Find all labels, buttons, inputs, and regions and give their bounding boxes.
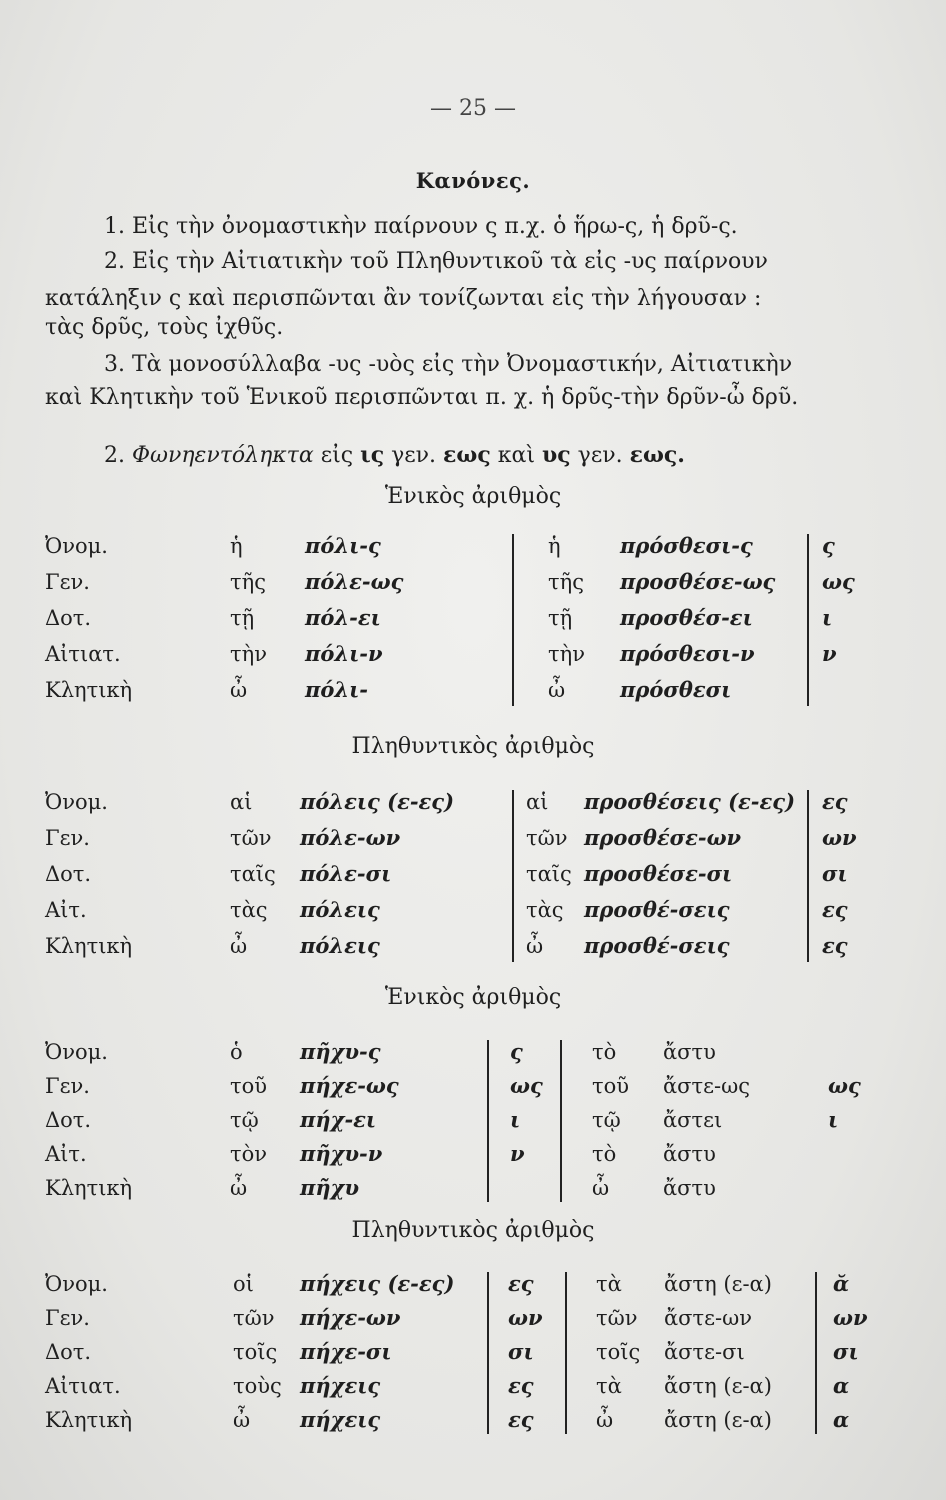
table-cell: ες <box>508 1271 534 1296</box>
table-cell: ες <box>822 897 848 922</box>
table-cell: ες <box>822 789 848 814</box>
rule-2-line-3: τὰς δρῦς, τοὺς ἰχθῦς. <box>45 315 284 340</box>
table-cell: τῶν <box>596 1306 638 1330</box>
table-cell: ἄστη (ε-α) <box>664 1272 772 1296</box>
table-cell: ὁ <box>230 1040 243 1064</box>
table-cell: ν <box>510 1141 525 1166</box>
table-cell: ι <box>828 1107 839 1132</box>
case-label: Αἰτ. <box>45 1142 87 1166</box>
rule-2-line-2: κατάληξιν ς καὶ περισπῶνται ἂν τονίζωνται εἰς τὴν λήγουσαν : <box>45 286 762 311</box>
section-2-title: 2. Φωνηεντόληκτα εἰς ις γεν. εως καὶ υς γεν. εως. <box>104 442 685 468</box>
table-cell: ων <box>833 1305 868 1330</box>
column-divider <box>512 534 514 706</box>
table-cell: πρόσθεσι <box>620 677 732 702</box>
table-cell: πήχ-ει <box>300 1107 377 1132</box>
table-cell: τῇ <box>548 606 573 630</box>
case-label: Γεν. <box>45 570 90 594</box>
case-label: Αἰτ. <box>45 898 87 922</box>
rule-1-line-1: 1. Εἰς τὴν ὀνομαστικὴν παίρνουν ς π.χ. ὁ ἥρω-ς, ἡ δρῦ-ς. <box>104 214 738 239</box>
table-cell: τῶν <box>230 826 272 850</box>
table-cell: τὸν <box>230 1142 268 1166</box>
table-cell: τὸ <box>592 1142 617 1166</box>
case-label: Δοτ. <box>45 606 92 630</box>
column-divider <box>807 534 809 706</box>
table-cell: τῆς <box>230 570 266 594</box>
table-cell: ὦ <box>548 678 566 702</box>
table-cell: τοῖς <box>596 1340 641 1364</box>
table-cell: τῆς <box>548 570 584 594</box>
table-cell: ἡ <box>230 534 243 558</box>
table-cell: πρόσθεσι-ς <box>620 533 753 558</box>
table-cell: προσθέσεις (ε-ες) <box>584 789 796 814</box>
rule-3-line-1: 3. Τὰ μονοσύλλαβα -υς -υὸς εἰς τὴν Ὀνομαστικήν, Αἰτιατικὴν <box>104 352 793 377</box>
table-cell: πόλι- <box>305 677 368 702</box>
table-cell: τῇ <box>230 606 255 630</box>
case-label: Κλητικὴ <box>45 1176 133 1200</box>
table-cell: πῆχυ-ς <box>300 1039 381 1064</box>
table-cell: τῷ <box>592 1108 621 1132</box>
case-label: Ὀνομ. <box>45 790 108 814</box>
table-cell: προσθέσε-ων <box>584 825 742 850</box>
rule-2-line-1: 2. Εἰς τὴν Αἰτιατικὴν τοῦ Πληθυντικοῦ τὰ εἰς -υς παίρνουν <box>104 249 768 274</box>
table-cell: τὰ <box>596 1374 622 1398</box>
table-cell: πόλε-ως <box>305 569 404 594</box>
case-label: Γεν. <box>45 826 90 850</box>
case-label: Γεν. <box>45 1074 90 1098</box>
table-cell: τοὺς <box>233 1374 282 1398</box>
table-cell: πήχε-ων <box>300 1305 401 1330</box>
table-cell: ἄστυ <box>663 1040 716 1064</box>
column-divider <box>807 790 809 962</box>
table-cell: ἄστε-ως <box>663 1074 750 1098</box>
table-cell: πόλεις <box>300 897 380 922</box>
table-cell: ὦ <box>230 678 248 702</box>
table-cell: ως <box>822 569 855 594</box>
table-cell: προσθέ-σεις <box>584 897 730 922</box>
column-divider <box>565 1272 567 1434</box>
table-cell: προσθέσε-ως <box>620 569 776 594</box>
table-cell: ων <box>508 1305 543 1330</box>
case-label: Δοτ. <box>45 1108 92 1132</box>
table-cell: ἄστυ <box>663 1176 716 1200</box>
table-cell: ἄστυ <box>663 1142 716 1166</box>
table-cell: πόλεις <box>300 933 380 958</box>
column-divider <box>487 1272 489 1434</box>
table-cell: πῆχυ-ν <box>300 1141 383 1166</box>
table-cell: τοῦ <box>592 1074 630 1098</box>
table-cell: ταῖς <box>230 862 276 886</box>
table-cell: ως <box>828 1073 861 1098</box>
table-cell: σι <box>822 861 848 886</box>
table-cell: πόλι-ς <box>305 533 381 558</box>
table-cell: τῶν <box>233 1306 275 1330</box>
case-label: Κλητικὴ <box>45 678 133 702</box>
table-cell: αἱ <box>230 790 253 814</box>
table-cell: τὴν <box>230 642 267 666</box>
case-label: Ὀνομ. <box>45 534 108 558</box>
column-divider <box>512 790 514 962</box>
table-2-title: Πληθυντικὸς ἀριθμὸς <box>351 734 595 759</box>
table-cell: ὦ <box>592 1176 610 1200</box>
table-cell: ταῖς <box>526 862 572 886</box>
table-cell: πῆχυ <box>300 1175 360 1200</box>
table-cell: τὴν <box>548 642 585 666</box>
table-cell: α <box>833 1373 850 1398</box>
column-divider <box>815 1272 817 1434</box>
case-label: Γεν. <box>45 1306 90 1330</box>
table-cell: πρόσθεσι-ν <box>620 641 755 666</box>
table-cell: πόλε-ων <box>300 825 401 850</box>
table-cell: ἡ <box>548 534 561 558</box>
table-cell: ὦ <box>596 1408 614 1432</box>
table-cell: ς <box>510 1039 523 1064</box>
column-divider <box>560 1040 562 1202</box>
table-cell: ὦ <box>233 1408 251 1432</box>
table-cell: αἱ <box>526 790 549 814</box>
table-cell: τὸ <box>592 1040 617 1064</box>
table-cell: τῷ <box>230 1108 259 1132</box>
table-cell: ᾰ <box>833 1271 850 1296</box>
table-cell: ἄστη (ε-α) <box>664 1374 772 1398</box>
table-cell: προσθέ-σεις <box>584 933 730 958</box>
table-cell: α <box>833 1407 850 1432</box>
table-cell: ν <box>822 641 837 666</box>
table-cell: ἄστε-ων <box>664 1306 752 1330</box>
table-cell: ἄστει <box>663 1108 723 1132</box>
rule-3-line-2: καὶ Κλητικὴν τοῦ Ἑνικοῦ περισπῶνται π. χ. ἡ δρῦς-τὴν δρῦν-ὦ δρῦ. <box>45 385 799 410</box>
table-cell: τῶν <box>526 826 568 850</box>
rules-heading: Κανόνες. <box>415 168 531 193</box>
table-cell: σι <box>508 1339 534 1364</box>
table-cell: προσθέσε-σι <box>584 861 733 886</box>
table-cell: προσθέσ-ει <box>620 605 753 630</box>
table-cell: πόλε-σι <box>300 861 392 886</box>
table-cell: ἄστη (ε-α) <box>664 1408 772 1432</box>
table-cell: τοῦ <box>230 1074 268 1098</box>
table-cell: τὰς <box>230 898 268 922</box>
table-cell: πήχεις (ε-ες) <box>300 1271 455 1296</box>
table-cell: ὦ <box>230 1176 248 1200</box>
table-cell: ες <box>508 1373 534 1398</box>
table-cell: ὦ <box>230 934 248 958</box>
table-cell: πόλ-ει <box>305 605 381 630</box>
table-cell: ι <box>510 1107 521 1132</box>
table-cell: ες <box>822 933 848 958</box>
case-label: Κλητικὴ <box>45 1408 133 1432</box>
table-cell: ες <box>508 1407 534 1432</box>
table-cell: πήχεις <box>300 1407 381 1432</box>
table-1-title: Ἑνικὸς ἀριθμὸς <box>384 484 562 509</box>
column-divider <box>487 1040 489 1202</box>
case-label: Κλητικὴ <box>45 934 133 958</box>
table-cell: ὦ <box>526 934 544 958</box>
table-cell: πήχεις <box>300 1373 381 1398</box>
table-cell: ι <box>822 605 833 630</box>
table-cell: ἄστε-σι <box>664 1340 745 1364</box>
table-cell: ς <box>822 533 835 558</box>
table-cell: τοῖς <box>233 1340 278 1364</box>
case-label: Δοτ. <box>45 862 92 886</box>
table-cell: πήχε-ως <box>300 1073 399 1098</box>
table-cell: ων <box>822 825 857 850</box>
table-4-title: Πληθυντικὸς ἀριθμὸς <box>351 1218 595 1243</box>
table-cell: πόλεις (ε-ες) <box>300 789 455 814</box>
table-cell: σι <box>833 1339 859 1364</box>
table-cell: τὰ <box>596 1272 622 1296</box>
table-3-title: Ἑνικὸς ἀριθμὸς <box>384 985 562 1010</box>
case-label: Αἰτιατ. <box>45 1374 121 1398</box>
case-label: Ὀνομ. <box>45 1272 108 1296</box>
case-label: Αἰτιατ. <box>45 642 121 666</box>
case-label: Ὀνομ. <box>45 1040 108 1064</box>
table-cell: ως <box>510 1073 543 1098</box>
table-cell: οἱ <box>233 1272 254 1296</box>
case-label: Δοτ. <box>45 1340 92 1364</box>
table-cell: τὰς <box>526 898 564 922</box>
table-cell: πόλι-ν <box>305 641 383 666</box>
page-number: — 25 — <box>430 96 516 121</box>
table-cell: πήχε-σι <box>300 1339 392 1364</box>
